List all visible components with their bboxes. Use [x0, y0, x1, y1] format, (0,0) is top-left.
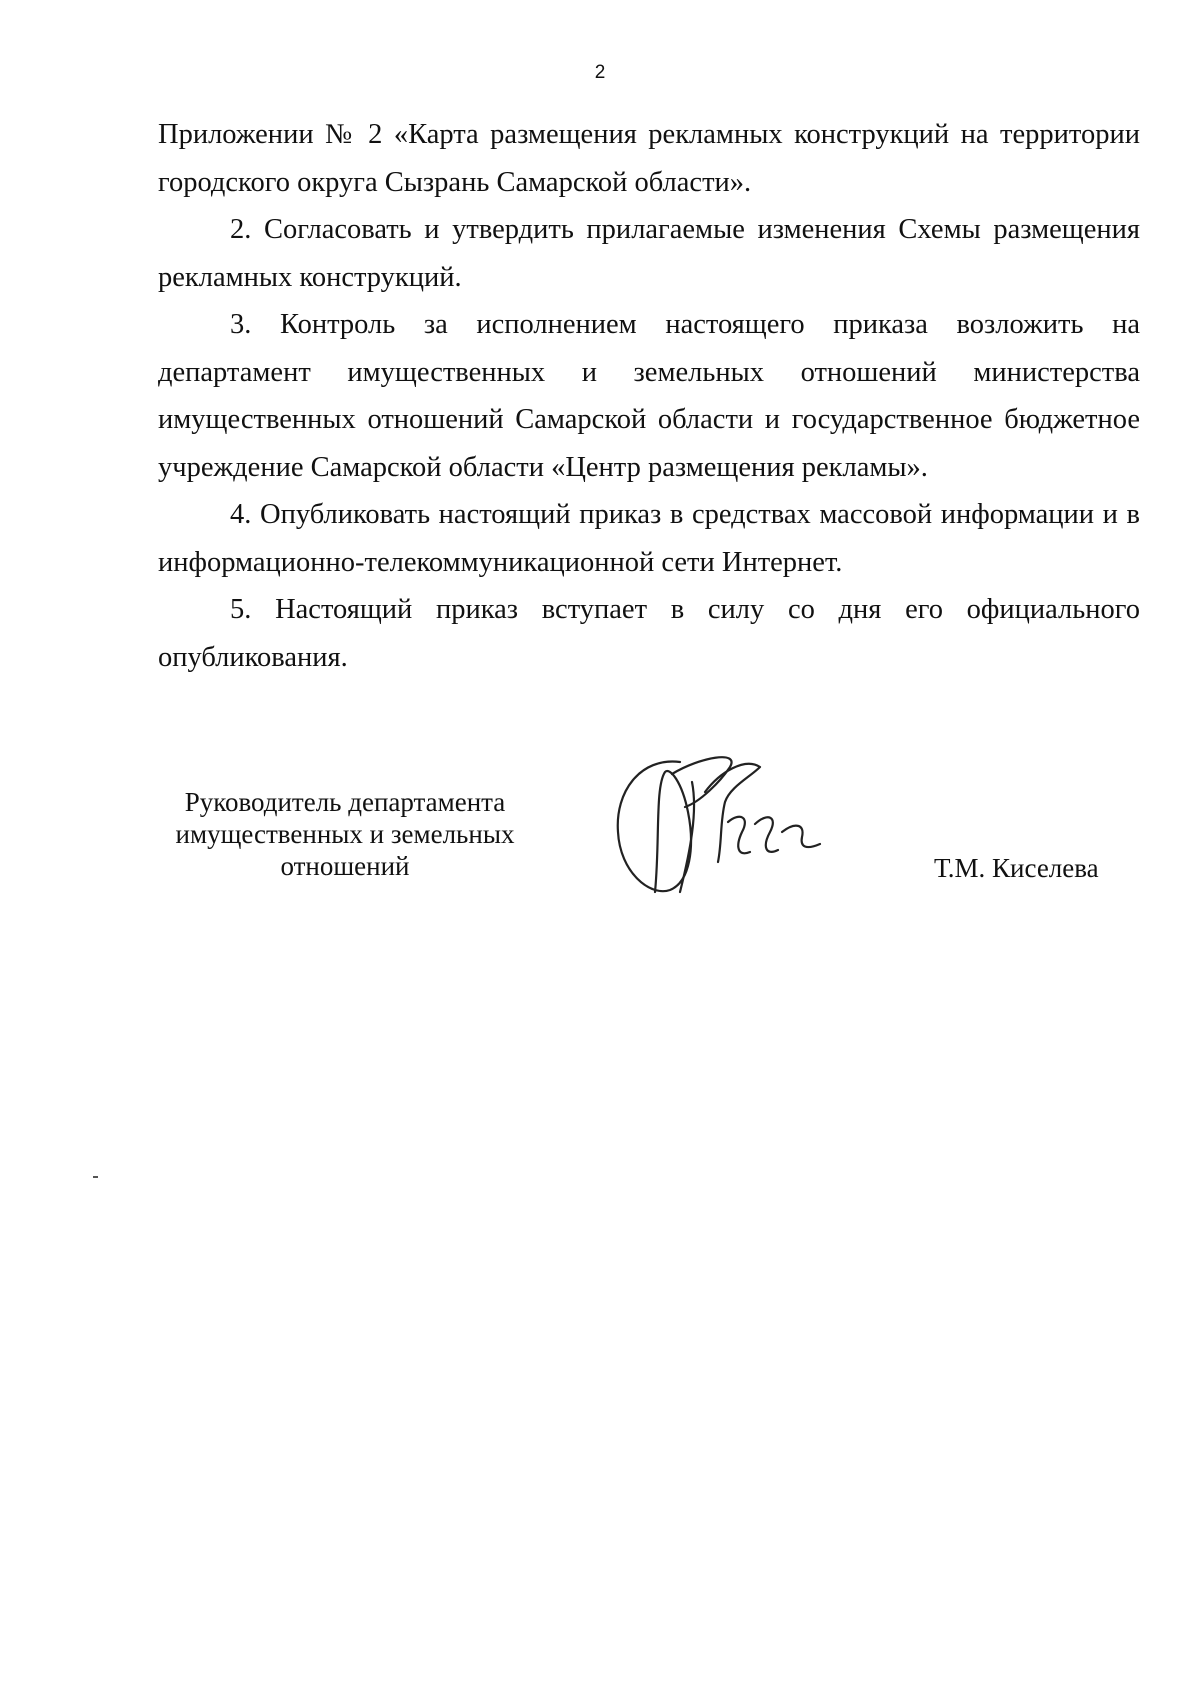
signer-title-line: отношений — [280, 851, 410, 881]
paragraph-item-5: 5. Настоящий приказ вступает в силу со дня его официального опубликования. — [158, 594, 1140, 673]
document-body — [158, 111, 1140, 681]
paragraph-item-2: 2. Согласовать и утвердить прилагаемые изменения Схемы размещения рекламных конструкций. — [158, 214, 1140, 293]
signer-title-line: имущественных и земельных — [175, 819, 515, 849]
paragraph-appendix-reference: Приложении № 2 «Карта размещения рекламных конструкций на территории городского округа Сызрань Самарской области». — [158, 119, 1140, 198]
paragraph-item-3: 3. Контроль за исполнением настоящего приказа возложить на департамент имущественных и земельных отношений министерства имущественных отношений Самарской области и государственное бюджетное учреждение Самарской области «Центр размещения рекламы». — [158, 309, 1140, 483]
paragraph-item-4: 4. Опубликовать настоящий приказ в средствах массовой информации и в информационно-телекоммуникационной сети Интернет. — [158, 499, 1140, 578]
signer-title-line: Руководитель департамента — [184, 787, 506, 817]
page-number: 2 — [594, 62, 606, 83]
signer-name: Т.М. Киселева — [934, 853, 1099, 883]
signer-title — [150, 786, 540, 882]
scan-speck — [93, 1176, 98, 1178]
handwritten-signature — [610, 752, 840, 902]
